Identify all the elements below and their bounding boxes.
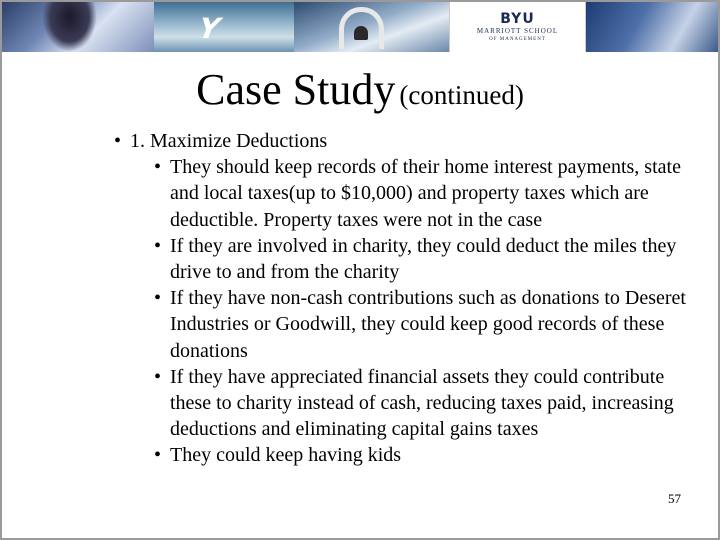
bell-tower-photo [294, 2, 449, 52]
list-item-text: They could keep having kids [170, 444, 402, 467]
statue-photo [2, 2, 154, 52]
slide-title [0, 64, 720, 115]
list-item [108, 128, 688, 154]
y-logo-photo [154, 2, 294, 52]
brand-school: MARRIOTT SCHOOL [476, 27, 559, 35]
y-logo-icon: Y [192, 12, 226, 45]
statue-silhouette [42, 2, 97, 52]
list-item-text: 1. Maximize Deductions [130, 130, 328, 152]
bullet-icon: • [154, 234, 162, 257]
bullet-icon: • [154, 365, 162, 388]
list-item-text: If they have non-cash contributions such as donations to Deseret Industries or Goodwill, they could keep good records of these donations [170, 287, 686, 362]
bullet-icon: • [154, 287, 162, 310]
brand-name: BYU [500, 11, 535, 27]
brand-subtitle: OF MANAGEMENT [489, 37, 546, 42]
list-item [108, 233, 688, 285]
list-item [108, 154, 688, 233]
bullet-icon: • [154, 444, 162, 467]
list-item-text: If they have appreciated financial assets they could contribute these to charity instead of cash, reducing taxes paid, increasing deductions and eliminating capital gains taxes [170, 365, 674, 441]
page-number: 57 [668, 491, 681, 506]
byu-brand-logo [449, 2, 586, 52]
bell-icon [354, 26, 368, 40]
bullet-list [108, 128, 688, 469]
title-sub: (continued) [399, 80, 524, 110]
bullet-icon: • [154, 156, 162, 179]
list-item [108, 442, 688, 468]
header-banner [2, 2, 718, 52]
title-main: Case Study [196, 65, 396, 114]
list-item [108, 364, 688, 443]
list-item-text: If they are involved in charity, they could deduct the miles they drive to and from the charity [170, 234, 677, 284]
bullet-icon: • [114, 130, 122, 152]
building-photo [586, 2, 718, 52]
list-item [108, 285, 688, 364]
list-item-text: They should keep records of their home interest payments, state and local taxes(up to $10,000) and property taxes which are deductible. Property taxes were not in the case [170, 156, 681, 231]
